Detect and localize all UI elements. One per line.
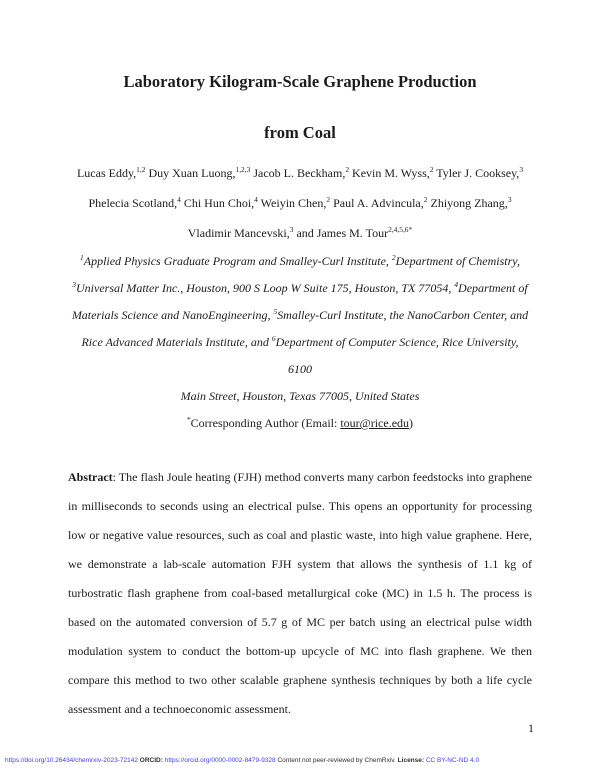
text-segment: and James M. Tour: [293, 226, 389, 240]
affiliation-line-1: [68, 248, 532, 275]
author-line-3: [68, 218, 532, 248]
superscript: 4: [254, 195, 258, 204]
footer-link[interactable]: https://doi.org/10.26434/chemrxiv-2023-72142: [5, 757, 138, 764]
paper-title-line-2: from Coal: [264, 123, 336, 142]
text-segment: Paul A. Advincula,: [330, 196, 424, 210]
text-segment: Kevin M. Wyss,: [349, 166, 430, 180]
superscript: 2: [423, 195, 428, 204]
footer-link[interactable]: https://orcid.org/0000-0002-8479-9328: [164, 757, 276, 764]
text-segment: Applied Physics Graduate Program and Smalley-Curl Institute,: [83, 254, 392, 268]
superscript: 6: [271, 334, 276, 343]
superscript: 3: [519, 165, 524, 174]
abstract-paragraph: [68, 463, 532, 724]
superscript: 2: [429, 165, 434, 174]
paper-title: [68, 56, 532, 158]
page-number: 1: [528, 721, 534, 735]
text-segment: Jacob L. Beckham,: [250, 166, 346, 180]
superscript: 3: [507, 195, 512, 204]
text-segment: Department of: [458, 281, 528, 295]
superscript: 3: [289, 225, 294, 234]
bold-label: License:: [397, 757, 425, 764]
text-segment: Materials Science and NanoEngineering,: [71, 308, 274, 322]
text-segment: Corresponding Author (Email:: [190, 416, 341, 430]
superscript: 2: [391, 253, 396, 262]
footer-link[interactable]: CC BY-NC-ND 4.0: [425, 757, 480, 764]
text-segment: Smalley-Curl Institute, the NanoCarbon Center, and: [277, 308, 529, 322]
author-line-1: [68, 158, 532, 188]
text-segment: : The flash Joule heating (FJH) method converts many carbon feedstocks into graphene in milliseconds to seconds using an electrical pulse. This opens an opportunity for processing low or negative value resources, such as coal and plastic waste, into high value graphene. Here, we demonstrate a lab-scale automation FJH system that allows the synthesis of 1.1 kg of turbostratic flash graphene from coal-based metallurgical coke (MC) in 1.5 h. The process is based on the automated conversion of 5.7 g of MC per batch using an electrical pulse width modulation system to conduct the bottom-up upcycle of MC into flash graphene. We then compare this method to two other scalable graphene synthesis techniques by both a life cycle assessment and a technoeconomic assessment.: [68, 470, 532, 716]
text-segment: ): [409, 416, 414, 430]
affiliation-list: [68, 248, 532, 410]
superscript: 1: [80, 253, 84, 262]
corresponding-author-line: [68, 410, 532, 437]
text-segment: Department of Computer Science, Rice University, 6100: [275, 335, 519, 376]
author-line-2: [68, 188, 532, 218]
superscript: 3: [72, 280, 76, 289]
text-segment: Phelecia Scotland,: [88, 196, 178, 210]
text-segment: Department of Chemistry,: [395, 254, 520, 268]
bold-label: ORCID:: [139, 757, 163, 764]
text-segment: Universal Matter Inc., Houston, 900 S Loop W Suite 175, Houston, TX 77054,: [76, 281, 455, 295]
author-list: [68, 158, 532, 248]
affiliation-line-4: [68, 329, 532, 383]
bold-label: Abstract: [68, 470, 113, 484]
text-segment: Main Street, Houston, Texas 77005, United States: [180, 389, 420, 403]
superscript: 4: [454, 280, 459, 289]
text-segment: Zhiyong Zhang,: [427, 196, 508, 210]
text-segment: Chi Hun Choi,: [180, 196, 255, 210]
affiliation-line-5: [68, 383, 532, 410]
footer: [5, 757, 479, 764]
text-segment: Rice Advanced Materials Institute, and: [81, 335, 272, 349]
paper-title-line-1: Laboratory Kilogram-Scale Graphene Production: [123, 72, 477, 91]
superscript: *: [186, 415, 191, 424]
superscript: 1,2,3: [235, 165, 251, 174]
superscript: 2,4,5,6*: [388, 225, 413, 234]
affiliation-line-3: [68, 302, 532, 329]
text-segment: Duy Xuan Luong,: [145, 166, 236, 180]
superscript: 2: [326, 195, 331, 204]
text-segment: Content not peer-reviewed by ChemRxiv.: [275, 757, 398, 764]
text-segment: Tyler J. Cooksey,: [433, 166, 520, 180]
text-segment: Lucas Eddy,: [76, 166, 137, 180]
text-segment: Weiyin Chen,: [257, 196, 327, 210]
superscript: 2: [345, 165, 350, 174]
text-segment: Vladimir Mancevski,: [187, 226, 290, 240]
superscript: 4: [177, 195, 181, 204]
email-link[interactable]: tour@rice.edu: [340, 416, 410, 430]
superscript: 5: [273, 307, 278, 316]
superscript: 1,2: [136, 165, 146, 174]
affiliation-line-2: [68, 275, 532, 302]
